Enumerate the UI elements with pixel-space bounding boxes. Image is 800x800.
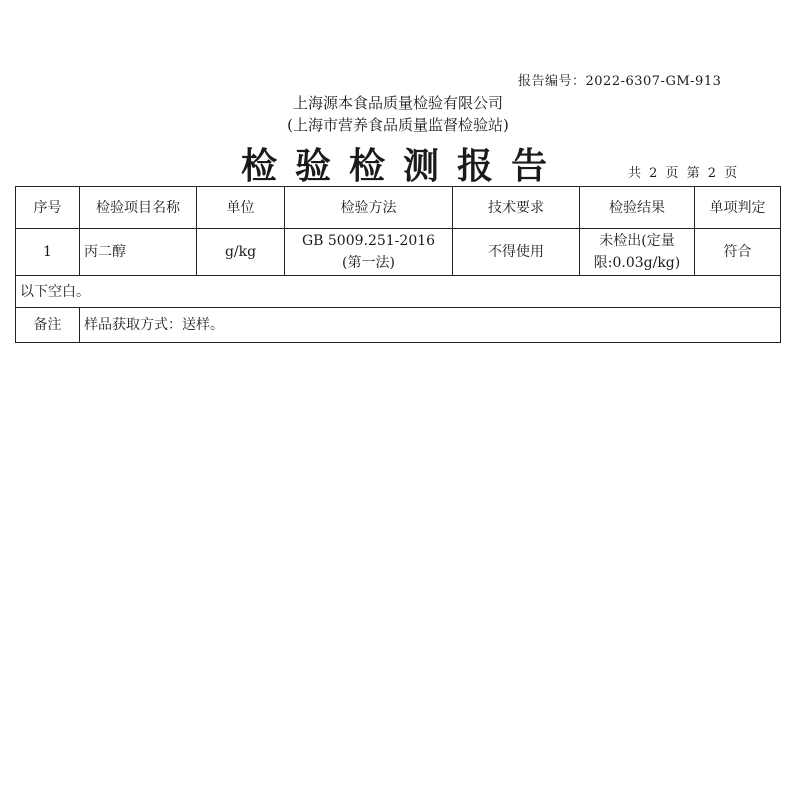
row-result-line: 限:0.03g/kg)	[593, 255, 681, 271]
remarks-row	[16, 308, 781, 343]
blank-note-row	[16, 276, 781, 308]
row-requirement: 不得使用	[453, 229, 580, 276]
column-header: 检验项目名称	[80, 187, 197, 229]
row-method-line: GB 5009.251-2016	[301, 233, 436, 249]
column-header: 单项判定	[695, 187, 781, 229]
company-subtitle: (上海市营养食品质量监督检验站)	[287, 116, 509, 134]
column-header: 技术要求	[453, 187, 580, 229]
page-info: 共 2 页 第 2 页	[628, 166, 740, 181]
remarks-text: 样品获取方式：送样。	[80, 308, 781, 343]
table-row	[16, 229, 781, 276]
column-header: 序号	[16, 187, 80, 229]
row-item: 丙二醇	[80, 229, 197, 276]
company-name: 上海源本食品质量检验有限公司	[292, 94, 503, 112]
column-header: 检验结果	[580, 187, 695, 229]
remarks-label: 备注	[16, 308, 80, 343]
blank-note: 以下空白。	[16, 276, 781, 308]
row-method	[285, 229, 453, 276]
row-unit: g/kg	[197, 229, 285, 276]
row-judgement: 符合	[695, 229, 781, 276]
row-result	[580, 229, 695, 276]
row-method-line: (第一法)	[342, 255, 395, 271]
report-number: 报告编号：2022-6307-GM-913	[518, 74, 722, 89]
row-index: 1	[16, 229, 80, 276]
report-title: 检验检测报告	[240, 146, 565, 187]
column-header: 检验方法	[285, 187, 453, 229]
inspection-table	[15, 186, 781, 343]
table-header-row	[16, 187, 781, 229]
row-result-line: 未检出(定量	[599, 233, 675, 249]
column-header: 单位	[197, 187, 285, 229]
